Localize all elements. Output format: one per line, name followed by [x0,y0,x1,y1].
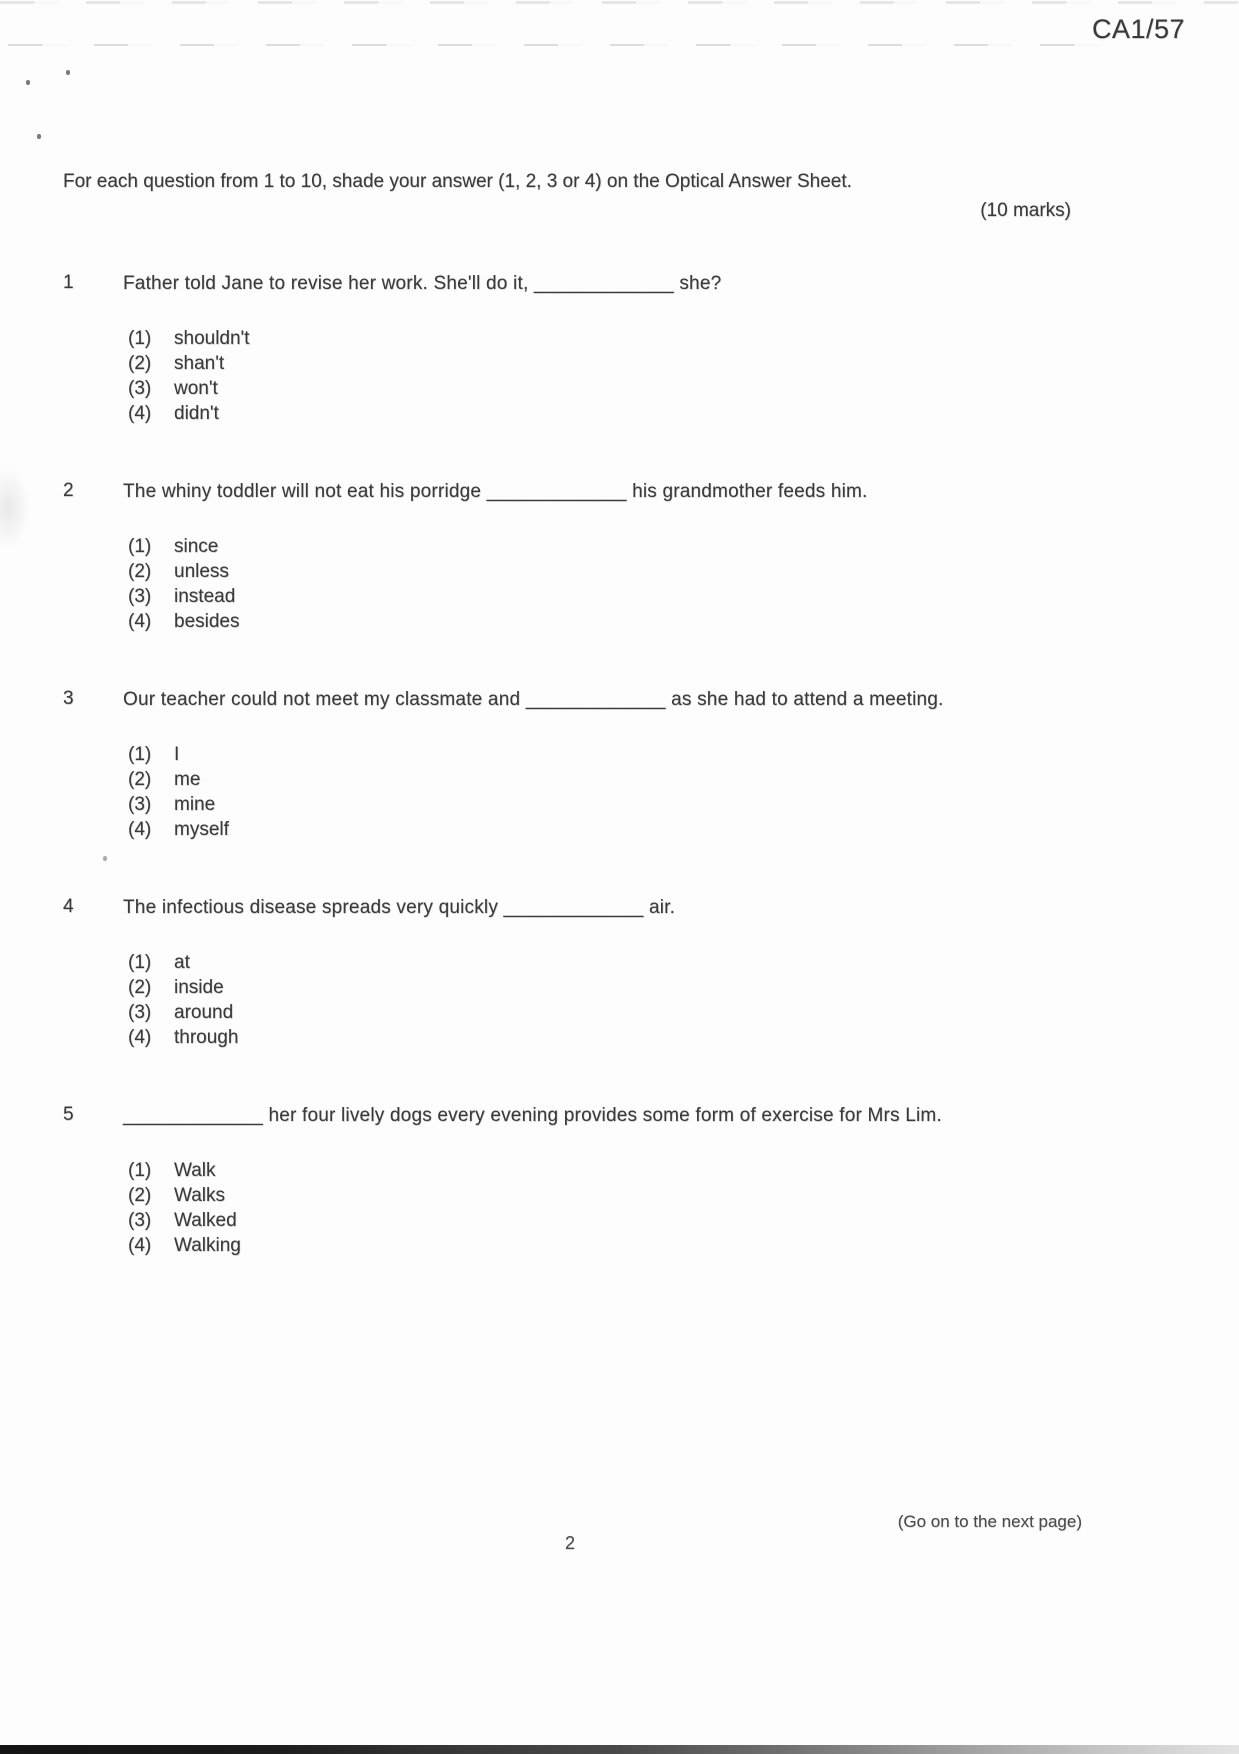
question-number: 5 [63,1104,74,1125]
option-3 [128,584,1083,609]
option-3 [128,1000,1083,1025]
scan-streak-mid [8,44,1098,46]
question-body [123,480,1083,634]
option-number: (3) [128,1002,152,1023]
option-1 [128,950,1083,975]
question-body [123,688,1083,842]
option-label: shan't [174,353,225,374]
option-number: (4) [128,403,152,424]
option-4 [128,401,1083,426]
question-number: 4 [63,896,74,917]
option-label: around [174,1002,234,1023]
option-label: didn't [174,403,219,424]
option-2 [128,1183,1083,1208]
option-label: I [174,744,180,765]
question-2 [63,480,1083,634]
question-number: 2 [63,480,74,501]
question-text: The infectious disease spreads very quickly _____________ air. [123,897,676,918]
option-1 [128,534,1083,559]
options-list [123,742,1083,842]
option-label: unless [174,561,229,582]
options-list [123,326,1083,426]
question-body [123,272,1083,426]
option-label: Walking [174,1235,241,1256]
question-5 [63,1104,1083,1258]
option-3 [128,376,1083,401]
question-text: Our teacher could not meet my classmate and _____________ as she had to attend a meeting. [123,689,944,710]
question-3 [63,688,1083,842]
option-number: (4) [128,1235,152,1256]
option-number: (4) [128,1027,152,1048]
question-1 [63,272,1083,426]
question-text: The whiny toddler will not eat his porridge _____________ his grandmother feeds him. [123,481,868,502]
option-label: Walked [174,1210,237,1231]
option-label: myself [174,819,229,840]
option-number: (2) [128,977,152,998]
option-3 [128,1208,1083,1233]
scan-speck [26,80,30,85]
option-4 [128,817,1083,842]
question-text: _____________ her four lively dogs every evening provides some form of exercise for Mrs Lim. [123,1105,942,1126]
option-label: at [174,952,190,973]
option-number: (2) [128,353,152,374]
option-number: (1) [128,952,152,973]
question-4 [63,896,1083,1050]
option-2 [128,559,1083,584]
question-number: 1 [63,272,74,293]
option-1 [128,742,1083,767]
scan-speck [37,134,41,139]
option-number: (2) [128,1185,152,1206]
scan-smudge [0,468,30,548]
option-label: through [174,1027,239,1048]
option-number: (3) [128,794,152,815]
option-4 [128,609,1083,634]
option-number: (4) [128,611,152,632]
scan-edge-bar [0,1745,1239,1754]
option-label: Walk [174,1160,216,1181]
option-number: (3) [128,1210,152,1231]
instructions-text: For each question from 1 to 10, shade your answer (1, 2, 3 or 4) on the Optical Answer Sheet. [63,171,852,192]
exam-content [63,170,1083,1258]
option-number: (1) [128,328,152,349]
next-page-note: (Go on to the next page) [897,1512,1082,1531]
option-label: since [174,536,219,557]
option-1 [128,1158,1083,1183]
option-label: Walks [174,1185,226,1206]
page-number: 2 [565,1533,576,1553]
option-label: mine [174,794,216,815]
option-3 [128,792,1083,817]
option-2 [128,767,1083,792]
option-1 [128,326,1083,351]
question-number: 3 [63,688,74,709]
options-list [123,534,1083,634]
option-number: (2) [128,769,152,790]
question-body [123,896,1083,1050]
option-label: inside [174,977,224,998]
option-label: instead [174,586,236,607]
scan-speck [66,70,70,75]
option-number: (1) [128,744,152,765]
option-4 [128,1233,1083,1258]
option-number: (2) [128,561,152,582]
option-4 [128,1025,1083,1050]
option-2 [128,351,1083,376]
option-number: (1) [128,1160,152,1181]
option-number: (4) [128,819,152,840]
paper-code: CA1/57 [1091,14,1185,44]
question-body [123,1104,1083,1258]
options-list [123,950,1083,1050]
option-label: won't [174,378,218,399]
options-list [123,1158,1083,1258]
option-number: (3) [128,586,152,607]
option-number: (1) [128,536,152,557]
option-label: me [174,769,201,790]
option-label: besides [174,611,240,632]
scan-streak-top [0,1,1239,4]
question-text: Father told Jane to revise her work. She'll do it, _____________ she? [123,273,722,294]
option-number: (3) [128,378,152,399]
marks-label: (10 marks) [980,200,1071,221]
option-2 [128,975,1083,1000]
option-label: shouldn't [174,328,250,349]
